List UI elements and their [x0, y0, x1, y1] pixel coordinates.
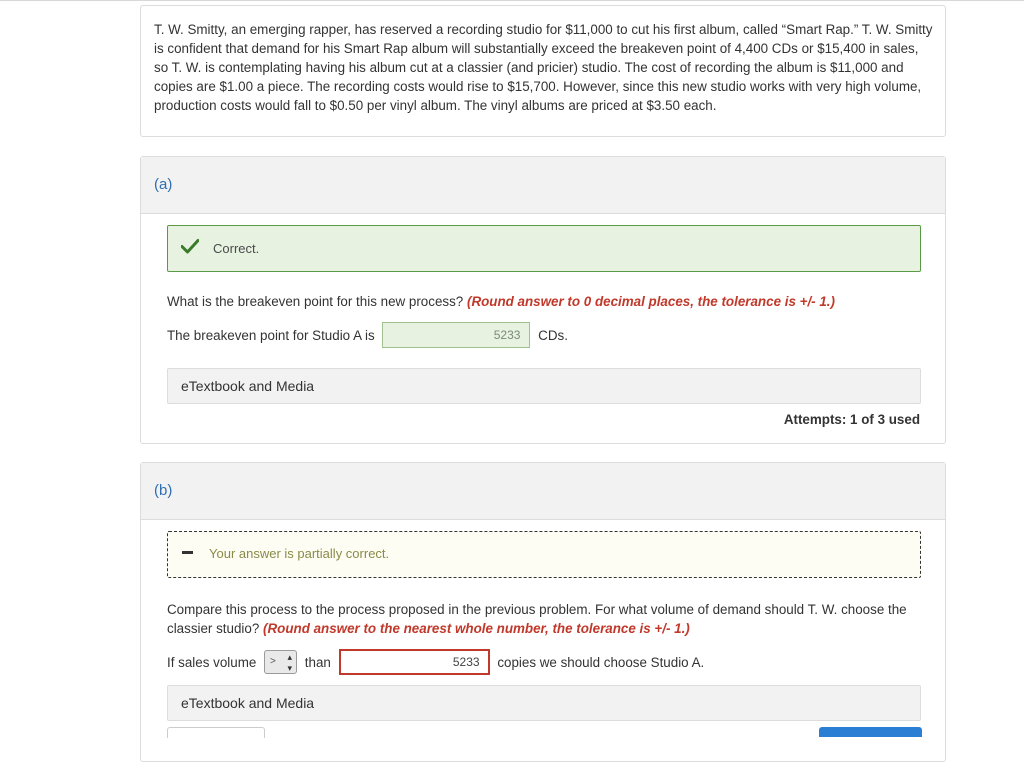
question-text: What is the breakeven point for this new process?: [167, 294, 464, 309]
attempts-counter: Attempts: 1 of 3 used: [783, 412, 920, 427]
submit-button[interactable]: [819, 727, 922, 737]
problem-statement: T. W. Smitty, an emerging rapper, has reserved a recording studio for $11,000 to cut his first album, called “Smart Rap.” T. W. Smitty is confident that demand for his Smart Rap album will substantially exceed the breakeven point of 4,400 CDs or $15,400 in sales, so T. W. is contemplating having his album cut at a classier (and pricier) studio. The cost of recording the album is $11,000 and copies are $1.00 a piece. The recording costs would rise to $15,700. However, since this new studio works with very high volume, production costs would fall to $0.50 per vinyl album. The vinyl albums are priced at $3.50 each.: [154, 22, 933, 113]
answer-suffix: CDs.: [538, 327, 568, 343]
problem-card: [140, 5, 946, 137]
part-a-answer-line: [167, 322, 568, 348]
answer-prefix: The breakeven point for Studio A is: [167, 327, 375, 343]
rounding-note: (Round answer to the nearest whole number, the tolerance is +/- 1.): [263, 621, 690, 636]
part-b-question: [167, 600, 923, 638]
etextbook-media-bar[interactable]: [167, 368, 921, 404]
part-b-answer-line: [167, 649, 704, 675]
comparison-select[interactable]: [264, 650, 297, 674]
answer-prefix: If sales volume: [167, 654, 257, 670]
correct-feedback-box: [167, 225, 921, 272]
part-a-card: [140, 156, 946, 444]
feedback-text: Correct.: [213, 241, 260, 256]
top-divider: [0, 0, 1024, 1]
part-a-question: [167, 292, 835, 311]
etextbook-label: eTextbook and Media: [181, 695, 315, 711]
updown-arrows-icon: ▴ ▾: [287, 652, 293, 673]
question-text: Compare this process to the process proposed in the previous problem. For what volume of demand should T. W. choose the classier studio?: [167, 602, 907, 636]
etextbook-media-bar[interactable]: [167, 685, 921, 721]
part-b-label: (b): [154, 482, 173, 499]
rounding-note: (Round answer to 0 decimal places, the tolerance is +/- 1.): [466, 294, 835, 309]
feedback-text: Your answer is partially correct.: [209, 546, 390, 561]
part-b-header: [141, 463, 945, 520]
checkmark-icon: [181, 238, 199, 254]
breakeven-answer-input[interactable]: 5233: [382, 322, 530, 348]
etextbook-label: eTextbook and Media: [181, 378, 315, 394]
select-value: >: [270, 656, 276, 667]
part-a-label: (a): [154, 176, 173, 193]
volume-answer-input[interactable]: 5233: [339, 649, 490, 675]
part-a-header: [141, 157, 945, 214]
answer-suffix: copies we should choose Studio A.: [497, 654, 705, 670]
answer-middle: than: [304, 654, 331, 670]
minus-icon: [182, 551, 193, 554]
part-b-card: [140, 462, 946, 762]
partial-feedback-box: [167, 531, 921, 578]
secondary-button[interactable]: [167, 727, 265, 738]
